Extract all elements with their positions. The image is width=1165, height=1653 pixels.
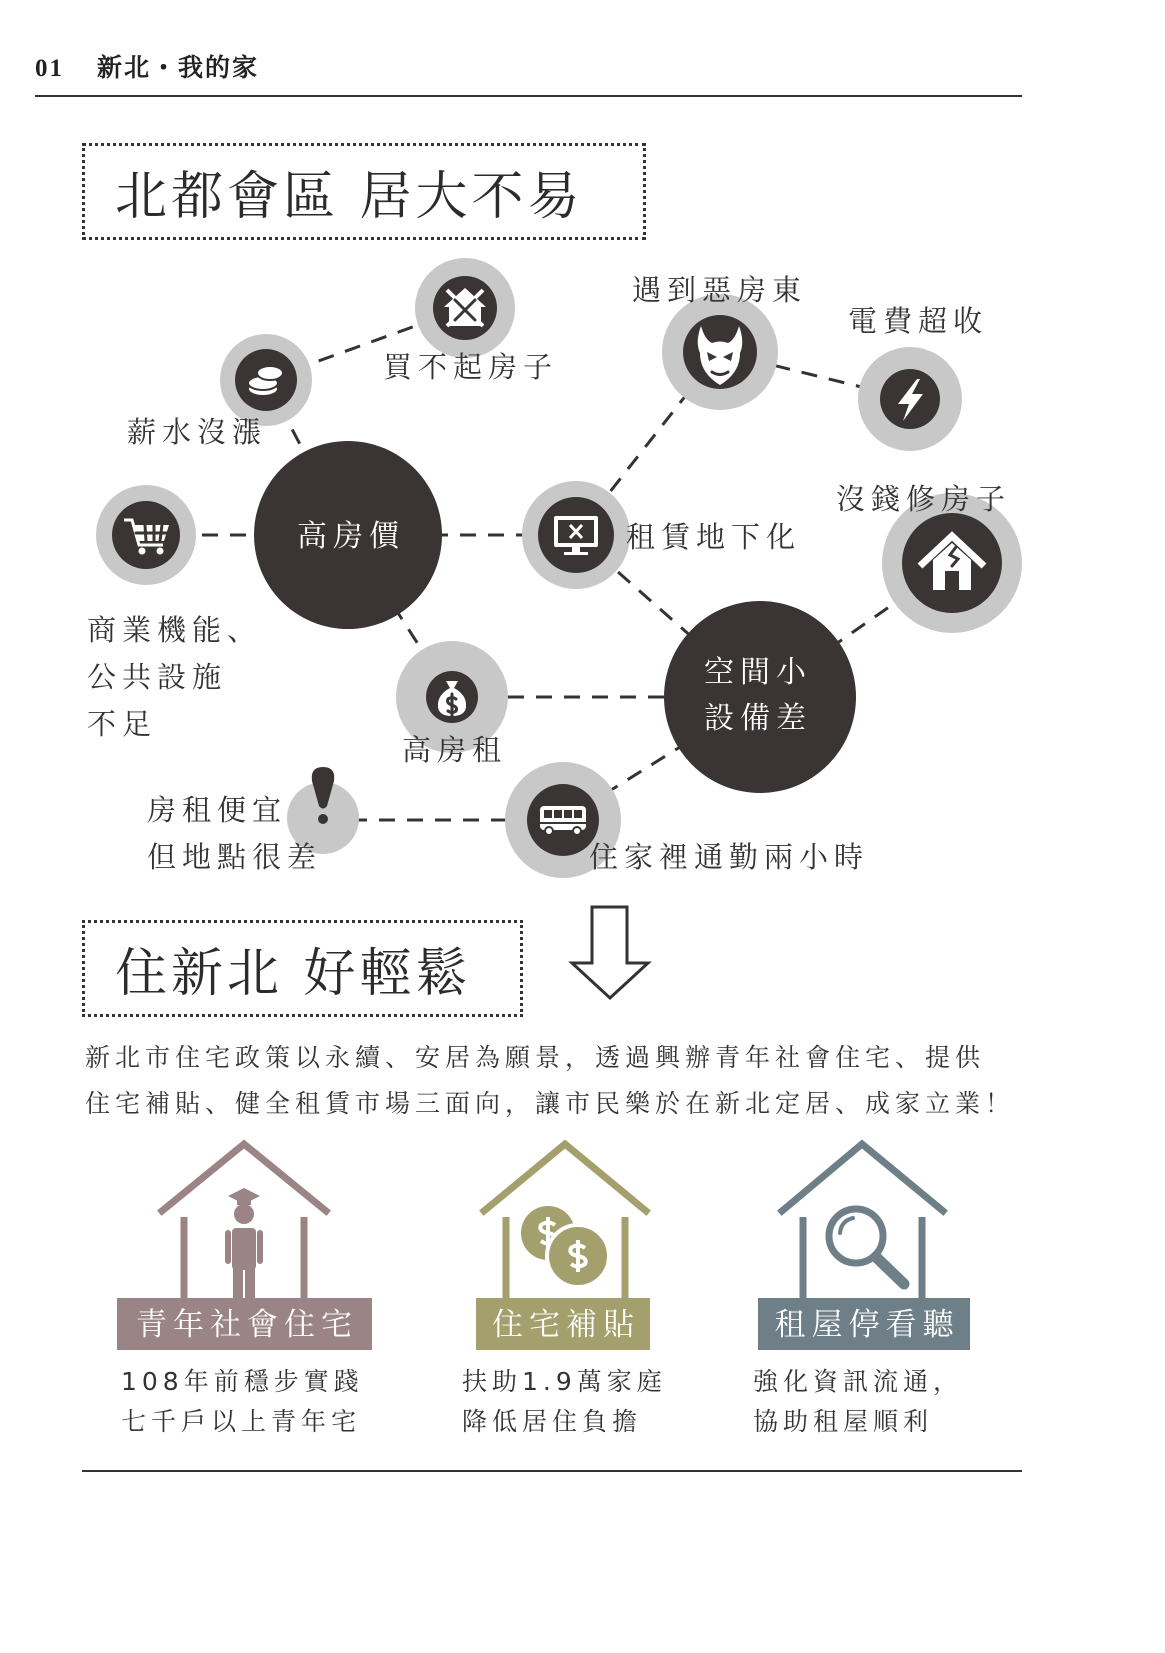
label-repair: 沒錢修房子 (836, 482, 1012, 516)
program-title: 住宅補貼 (492, 1307, 640, 1343)
caption-line: 強化資訊流通， (753, 1367, 964, 1396)
label-amenities-line: 商業機能、 (87, 613, 263, 647)
label-amenities-line: 公共設施 (87, 660, 228, 694)
node-unaffordable (415, 258, 515, 358)
label-salary: 薪水沒漲 (127, 415, 268, 449)
header-divider (35, 95, 1022, 97)
problem-title: 北都會區 居大不易 (115, 167, 584, 227)
label-location-line: 但地點很差 (147, 840, 323, 874)
caption-line: 扶助1.9萬家庭 (462, 1367, 667, 1396)
caption-line: 108年前穩步實踐 (121, 1367, 364, 1396)
program-caption-rental-check (753, 1362, 963, 1442)
magnifier-icon (829, 1209, 904, 1284)
solution-title-box (82, 920, 523, 1017)
hub-label-line: 設備差 (704, 701, 812, 736)
node-salary (220, 334, 312, 426)
node-underground (522, 481, 630, 589)
program-subsidy (476, 1144, 650, 1350)
label-underground: 租賃地下化 (626, 520, 802, 554)
program-youth-housing (117, 1144, 372, 1350)
label-unaffordable: 買不起房子 (383, 350, 559, 384)
program-caption-subsidy (462, 1362, 667, 1442)
problem-title-box (82, 143, 646, 240)
caption-line: 七千戶以上青年宅 (121, 1407, 362, 1436)
dollar-coins-icon (521, 1206, 609, 1287)
caption-line: 協助租屋順利 (753, 1407, 934, 1436)
intro-line: 新北市住宅政策以永續、安居為願景，透過興辦青年社會住宅、提供 (85, 1043, 986, 1072)
graduate-person-icon (225, 1188, 263, 1300)
node-amenities (96, 485, 196, 585)
house-roof (484, 1144, 646, 1211)
hub-label: 高房價 (297, 519, 405, 554)
intro-paragraph (85, 1035, 1015, 1127)
program-caption-youth-housing (121, 1362, 364, 1442)
house-cross-icon (444, 288, 486, 326)
caption-line: 降低居住負擔 (462, 1407, 643, 1436)
program-title: 青年社會住宅 (136, 1307, 358, 1343)
label-electricity: 電費超收 (848, 304, 989, 338)
label-commute: 住家裡通勤兩小時 (589, 840, 870, 874)
node-electricity (858, 347, 962, 451)
problem-diagram (87, 258, 1022, 878)
page-number: 01 (35, 55, 64, 82)
section-title: 新北・我的家 (97, 55, 260, 82)
hub-small-space (664, 601, 856, 793)
down-arrow-icon (572, 907, 648, 998)
label-rent: 高房租 (402, 733, 508, 767)
intro-line: 住宅補貼、健全租賃市場三面向，讓市民樂於在新北定居、成家立業！ (85, 1089, 1016, 1118)
label-location-line: 房租便宜 (147, 793, 288, 827)
solution-title: 住新北 好輕鬆 (115, 944, 472, 1004)
program-rental-check (758, 1144, 970, 1350)
footer-divider (82, 1470, 1022, 1472)
program-title: 租屋停看聽 (774, 1307, 960, 1343)
house-roof (782, 1144, 943, 1211)
label-landlord: 遇到惡房東 (632, 273, 808, 307)
hub-circle (664, 601, 856, 793)
label-amenities-line: 不足 (87, 707, 158, 741)
node-landlord (662, 294, 778, 410)
hub-high-price (254, 441, 442, 629)
hub-label-line: 空間小 (704, 655, 812, 690)
